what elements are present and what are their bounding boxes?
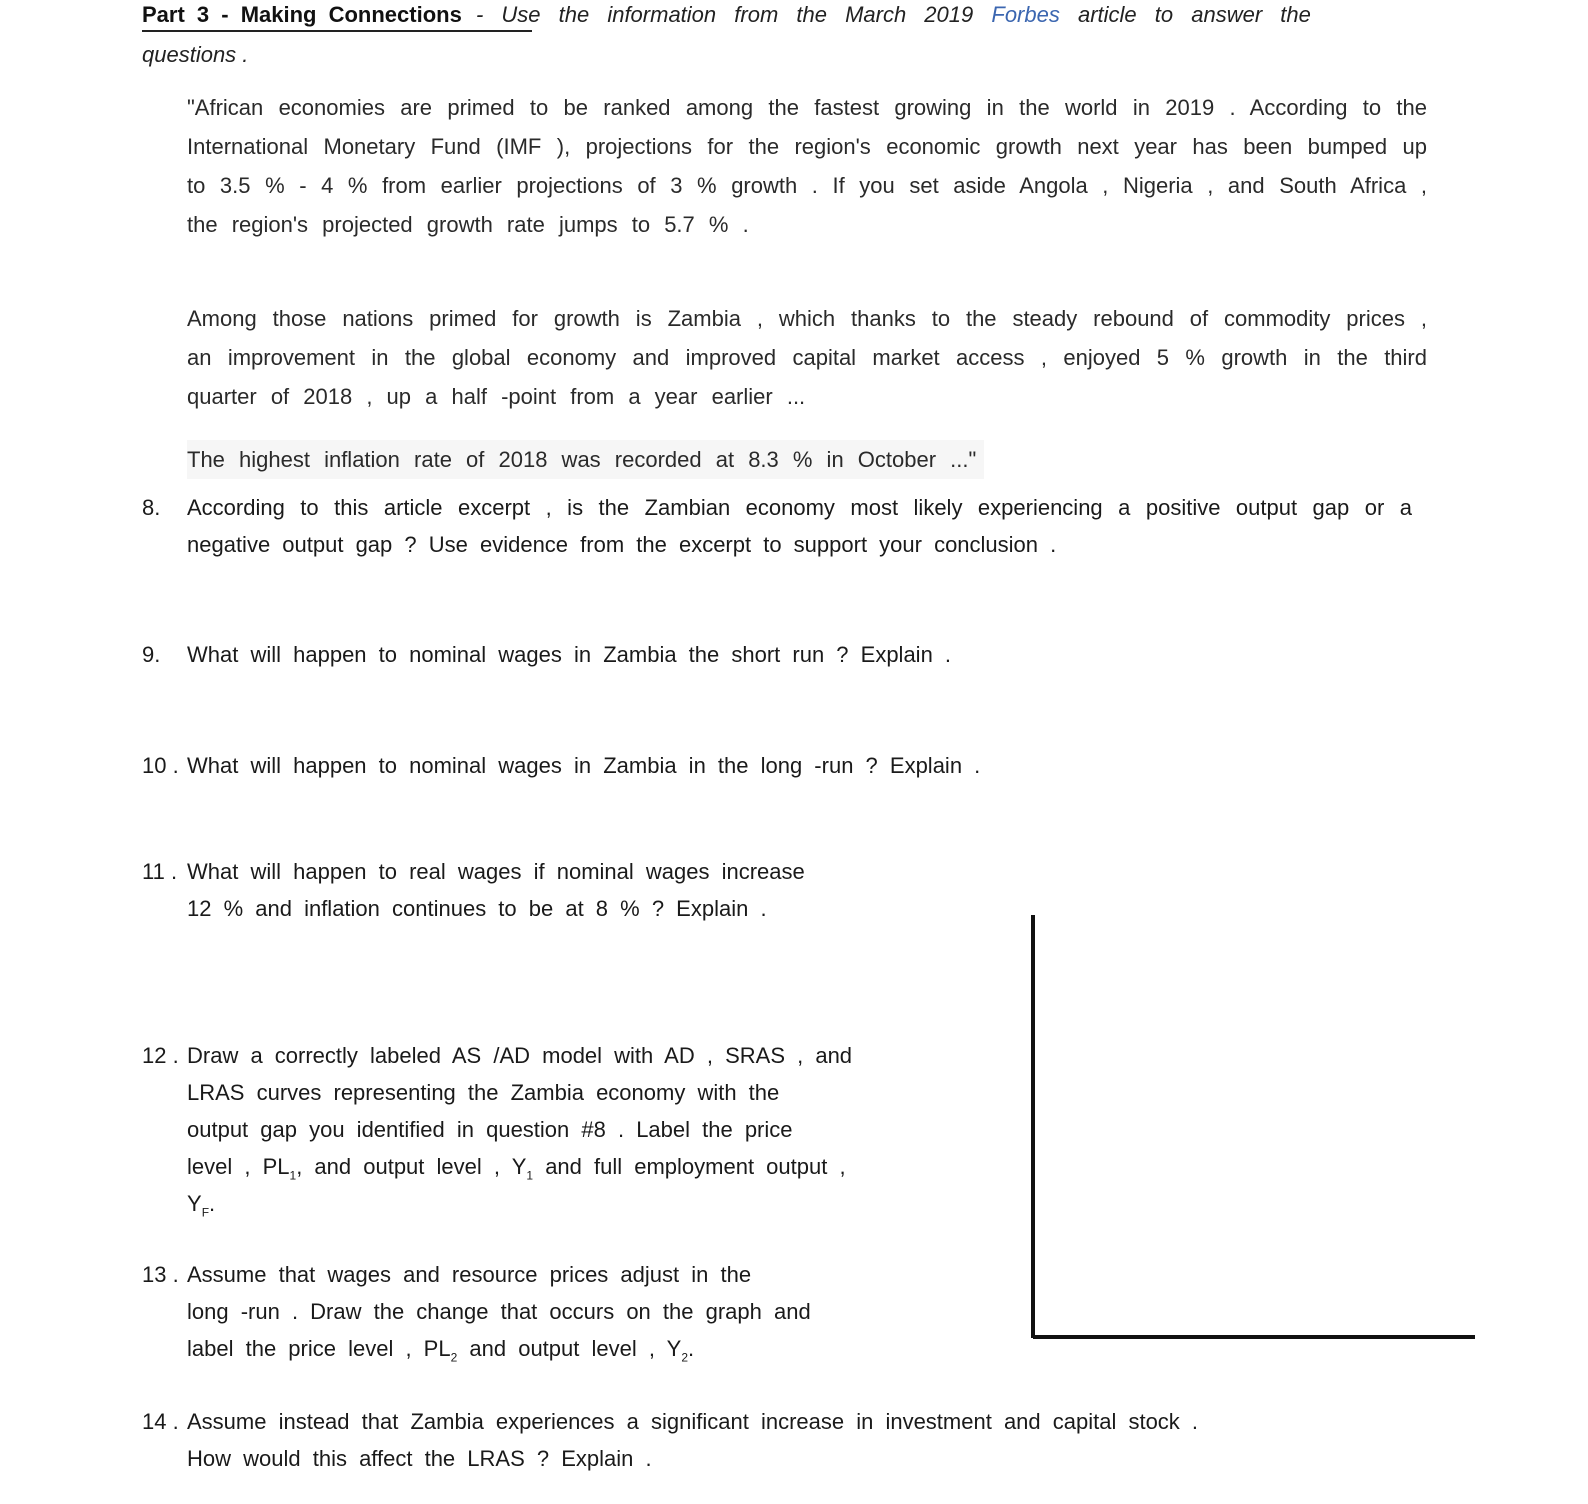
question-line-4	[187, 1148, 846, 1194]
question-line-1: What will happen to real wages if nominal wages increase	[187, 859, 805, 884]
subscript-y-f: F	[201, 1205, 210, 1220]
question-number: 14 .	[142, 1409, 179, 1434]
line-3-part-c: .	[688, 1336, 695, 1361]
header-underline	[142, 30, 532, 32]
subscript-y-2: 2	[681, 1350, 689, 1365]
question-line-5	[187, 1185, 215, 1231]
question-number: 13 .	[142, 1262, 179, 1287]
question-text: What will happen to nominal wages in Zambia in the long -run ? Explain .	[187, 753, 981, 778]
line-4-part-a: level , PL	[187, 1154, 290, 1179]
source-name: Forbes	[991, 2, 1060, 27]
line-4-part-c: and full employment output ,	[545, 1154, 846, 1179]
question-line-3: output gap you identified in question #8 . Label the price	[187, 1117, 793, 1142]
part-title: Part 3 - Making Connections	[142, 2, 462, 27]
question-text: According to this article excerpt , is the Zambian economy most likely experiencing a positive output gap or a negative output gap ? Use evidence from the excerpt to support your conclusion .	[187, 495, 1412, 557]
subscript-y-1: 1	[526, 1168, 534, 1183]
line-3-part-a: label the price level , PL	[187, 1336, 451, 1361]
subscript-pl-2: 2	[450, 1350, 458, 1365]
line-5-y: Y	[187, 1191, 202, 1216]
question-number: 9.	[142, 642, 161, 667]
question-line-2: How would this affect the LRAS ? Explain .	[187, 1446, 652, 1471]
excerpt-paragraph-1: "African economies are primed to be ranked among the fastest growing in the world in 2019 . According to the International Monetary Fund (IMF ), projections for the region's economic growth next year has been bumped up to 3.5 % - 4 % from earlier projections of 3 % growth . If you set aside Angola , Nigeria , and South Africa , the region's projected growth rate jumps to 5.7 % .	[187, 95, 1427, 237]
question-line-2: 12 % and inflation continues to be at 8 % ? Explain .	[187, 896, 767, 921]
part-header	[142, 0, 1442, 30]
question-line-1: Draw a correctly labeled AS /AD model with AD , SRAS , and	[187, 1043, 853, 1068]
question-line-3	[187, 1330, 694, 1376]
question-line-2: LRAS curves representing the Zambia economy with the	[187, 1080, 780, 1105]
question-line-1: Assume that wages and resource prices adjust in the	[187, 1262, 752, 1287]
question-line-2: long -run . Draw the change that occurs on the graph and	[187, 1299, 811, 1324]
question-text: What will happen to nominal wages in Zambia the short run ? Explain .	[187, 642, 952, 667]
question-line-1: Assume instead that Zambia experiences a significant increase in investment and capital stock .	[187, 1409, 1199, 1434]
blank-graph-axes[interactable]	[1020, 915, 1475, 1345]
line-5-end: .	[209, 1191, 216, 1216]
excerpt-paragraph-2: Among those nations primed for growth is Zambia , which thanks to the steady rebound of commodity prices , an improvement in the global economy and improved capital market access , enjoyed 5 % growth in the third quarter of 2018 , up a half -point from a year earlier ...	[187, 306, 1427, 409]
question-number: 10 .	[142, 753, 179, 778]
instruction-suffix: article to answer the	[1077, 2, 1311, 27]
subscript-pl-1: 1	[289, 1168, 297, 1183]
instruction-text	[476, 2, 1311, 27]
line-4-part-b: , and output level , Y	[296, 1154, 527, 1179]
instruction-prefix: - Use the information from the March 2019	[475, 2, 974, 27]
question-number: 8.	[142, 495, 161, 520]
question-number: 11 .	[142, 859, 178, 884]
instruction-end: questions .	[142, 42, 249, 67]
question-number: 12 .	[142, 1043, 179, 1068]
line-3-part-b: and output level , Y	[469, 1336, 682, 1361]
excerpt-paragraph-3: The highest inflation rate of 2018 was recorded at 8.3 % in October ..."	[187, 440, 984, 479]
